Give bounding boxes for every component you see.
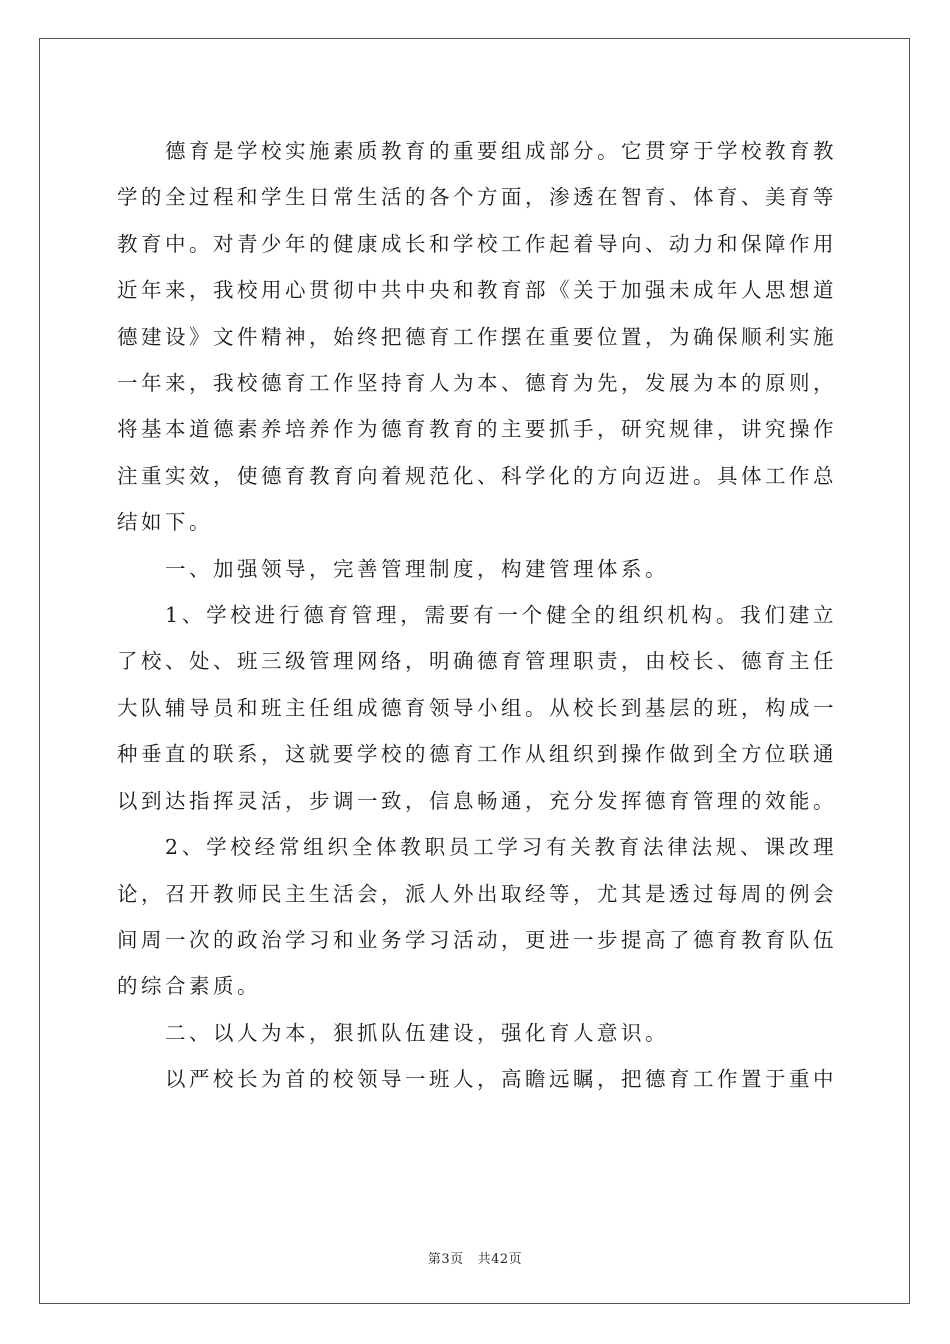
paragraph-section-two: 以严校长为首的校领导一班人，高瞻远瞩，把德育工作置于重中 [165, 1067, 837, 1092]
page-total: 共42页 [477, 1252, 523, 1267]
paragraph-item-2: 2、学校经常组织全体教职员工学习有关教育法律法规、课改理论，召开教师民主生活会，派人外出取经等，尤其是透过每周的例会间周一次的政治学习和业务学习活动，更进一步提高了德育教育队伍的综合素质。 [117, 835, 837, 999]
document-body [117, 128, 837, 1103]
heading-section-two: 二、以人为本，狠抓队伍建设，强化育人意识。 [165, 1020, 669, 1045]
paragraph-intro: 德育是学校实施素质教育的重要组成部分。它贯穿于学校教育教学的全过程和学生日常生活的各个方面，渗透在智育、体育、美育等教育中。对青少年的健康成长和学校工作起着导向、动力和保障作用近年来，我校用心贯彻中共中央和教育部《关于加强未成年人思想道德建设》文件精神，始终把德育工作摆在重要位置，为确保顺利实施一年来，我校德育工作坚持育人为本、德育为先，发展为本的原则，将基本道德素养培养作为德育教育的主要抓手，研究规律，讲究操作注重实效，使德育教育向着规范化、科学化的方向迈进。具体工作总结如下。 [117, 139, 837, 535]
page-footer [0, 1248, 950, 1267]
paragraph-item-1: 1、学校进行德育管理，需要有一个健全的组织机构。我们建立了校、处、班三级管理网络，明确德育管理职责，由校长、德育主任大队辅导员和班主任组成德育领导小组。从校长到基层的班，构成一种垂直的联系，这就要学校的德育工作从组织到操作做到全方位联通以到达指挥灵活，步调一致，信息畅通，充分发挥德育管理的效能。 [117, 603, 837, 813]
heading-section-one: 一、加强领导，完善管理制度，构建管理体系。 [165, 556, 669, 581]
page-number: 第3页 [427, 1252, 464, 1267]
